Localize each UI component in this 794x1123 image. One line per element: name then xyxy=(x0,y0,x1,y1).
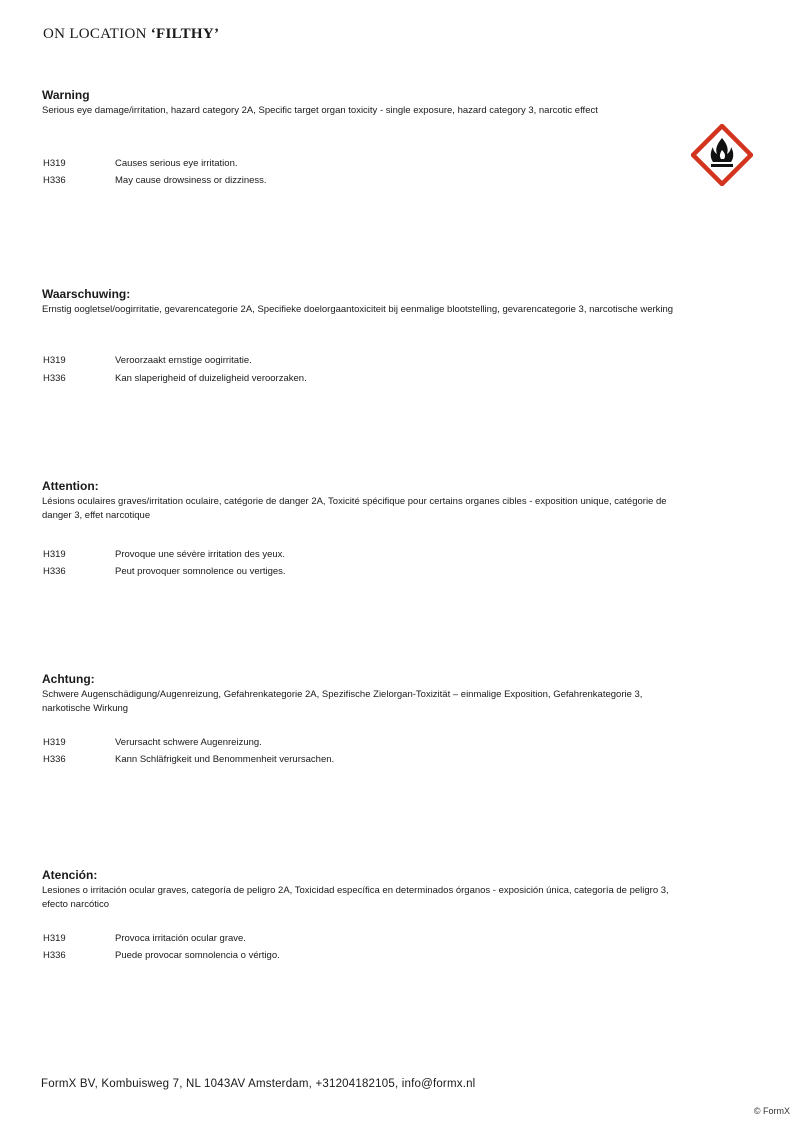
flame-pictogram-icon xyxy=(691,124,753,186)
hazard-code: H336 xyxy=(43,754,66,765)
section-heading: Atención: xyxy=(42,868,98,882)
hazard-text: Veroorzaakt ernstige oogirritatie. xyxy=(115,355,252,366)
section-heading: Attention: xyxy=(42,479,99,493)
section-heading: Warning xyxy=(42,88,90,102)
hazard-statement-row xyxy=(43,753,334,766)
hazard-code: H319 xyxy=(43,549,66,560)
section-heading: Waarschuwing: xyxy=(42,287,131,301)
hazard-text: Provoca irritación ocular grave. xyxy=(115,933,246,944)
hazard-code: H319 xyxy=(43,355,66,366)
section-description: Schwere Augenschädigung/Augenreizung, Gefahrenkategorie 2A, Spezifische Zielorgan-Toxizität – einmalige Exposition, Gefahrenkategorie 3, narkotische Wirkung xyxy=(42,689,643,714)
title-prefix: ON LOCATION xyxy=(43,26,151,42)
hazard-statement-row xyxy=(43,372,307,385)
hazard-code: H336 xyxy=(43,950,66,961)
section-heading: Achtung: xyxy=(42,672,95,686)
hazard-statement-row xyxy=(43,932,246,945)
hazard-section-french xyxy=(42,479,682,577)
hazard-section-spanish xyxy=(42,868,682,961)
hazard-section-english xyxy=(42,88,682,186)
hazard-statement-row xyxy=(43,354,252,367)
section-description: Serious eye damage/irritation, hazard category 2A, Specific target organ toxicity - single exposure, hazard category 3, narcotic effect xyxy=(42,105,598,116)
page-title xyxy=(43,26,219,43)
section-description: Ernstig oogletsel/oogirritatie, gevarencategorie 2A, Specifieke doelorgaantoxiciteit bij eenmalige blootstelling, gevarencategorie 3, narcotische werking xyxy=(42,304,674,315)
hazard-section-dutch xyxy=(42,287,682,384)
hazard-code: H319 xyxy=(43,737,66,748)
hazard-text: Verursacht schwere Augenreizung. xyxy=(115,737,262,748)
hazard-section-german xyxy=(42,672,682,765)
hazard-text: Puede provocar somnolencia o vértigo. xyxy=(115,950,280,961)
hazard-text: May cause drowsiness or dizziness. xyxy=(115,175,267,186)
title-product: ‘FILTHY’ xyxy=(150,26,220,42)
copyright-notice: © FormX xyxy=(753,1106,790,1116)
hazard-statement-row xyxy=(43,736,262,749)
hazard-text: Provoque une sévère irritation des yeux. xyxy=(115,549,286,560)
hazard-statement-row xyxy=(43,949,280,962)
hazard-code: H336 xyxy=(43,175,66,186)
section-description: Lésions oculaires graves/irritation oculaire, catégorie de danger 2A, Toxicité spécifique pour certains organes cibles - exposition unique, catégorie de danger 3, effet narcotique xyxy=(42,496,667,521)
hazard-text: Kan slaperigheid of duizeligheid veroorzaken. xyxy=(115,373,307,384)
hazard-statement-row xyxy=(43,157,238,170)
hazard-code: H319 xyxy=(43,158,66,169)
hazard-statement-row xyxy=(43,565,286,578)
hazard-statement-row xyxy=(43,548,285,561)
hazard-code: H319 xyxy=(43,933,66,944)
hazard-code: H336 xyxy=(43,373,66,384)
footer-address: FormX BV, Kombuisweg 7, NL 1043AV Amsterdam, +31204182105, info@formx.nl xyxy=(41,1078,476,1090)
hazard-text: Peut provoquer somnolence ou vertiges. xyxy=(115,566,286,577)
section-description: Lesiones o irritación ocular graves, categoría de peligro 2A, Toxicidad específica en determinados órganos - exposición única, categoría de peligro 3, efecto narcótico xyxy=(42,885,669,910)
hazard-statement-row xyxy=(43,174,267,187)
hazard-text: Causes serious eye irritation. xyxy=(115,158,238,169)
hazard-text: Kann Schläfrigkeit und Benommenheit verursachen. xyxy=(115,754,335,765)
hazard-code: H336 xyxy=(43,566,66,577)
